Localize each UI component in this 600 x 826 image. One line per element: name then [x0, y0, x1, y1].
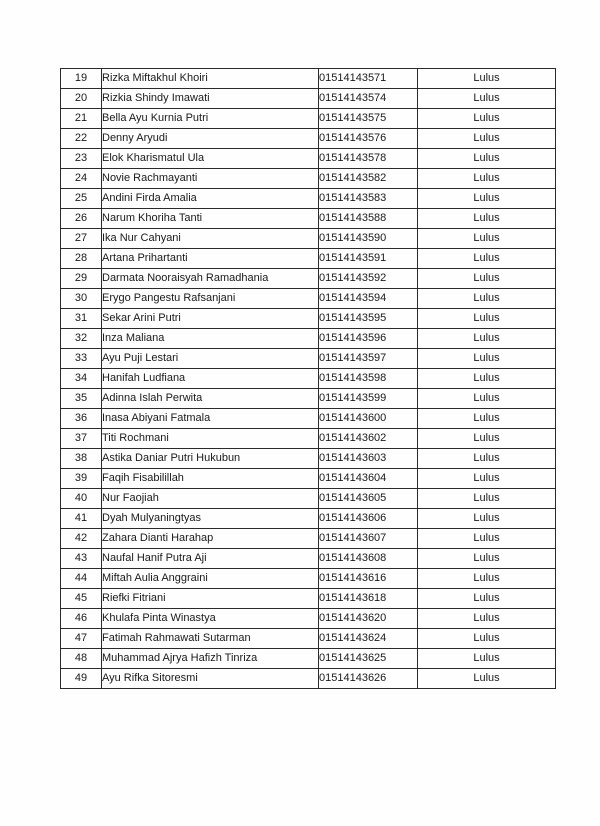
status-cell: Lulus — [418, 609, 556, 629]
student-id: 01514143583 — [319, 189, 418, 209]
student-name: Novie Rachmayanti — [102, 169, 319, 189]
status-cell: Lulus — [418, 109, 556, 129]
student-name: Dyah Mulyaningtyas — [102, 509, 319, 529]
student-id: 01514143582 — [319, 169, 418, 189]
status-cell: Lulus — [418, 409, 556, 429]
student-name: Inasa Abiyani Fatmala — [102, 409, 319, 429]
student-id: 01514143602 — [319, 429, 418, 449]
table-row — [61, 209, 556, 229]
student-id: 01514143600 — [319, 409, 418, 429]
row-number: 48 — [61, 649, 102, 669]
table-row — [61, 329, 556, 349]
status-cell: Lulus — [418, 229, 556, 249]
row-number: 40 — [61, 489, 102, 509]
row-number: 46 — [61, 609, 102, 629]
student-name: Ika Nur Cahyani — [102, 229, 319, 249]
status-cell: Lulus — [418, 569, 556, 589]
graduation-results-table — [60, 68, 556, 689]
student-id: 01514143596 — [319, 329, 418, 349]
status-cell: Lulus — [418, 669, 556, 689]
table-row — [61, 369, 556, 389]
student-id: 01514143595 — [319, 309, 418, 329]
status-cell: Lulus — [418, 249, 556, 269]
student-name: Erygo Pangestu Rafsanjani — [102, 289, 319, 309]
row-number: 35 — [61, 389, 102, 409]
table-row — [61, 349, 556, 369]
table-row — [61, 409, 556, 429]
student-id: 01514143618 — [319, 589, 418, 609]
student-id: 01514143574 — [319, 89, 418, 109]
row-number: 30 — [61, 289, 102, 309]
row-number: 26 — [61, 209, 102, 229]
table-row — [61, 569, 556, 589]
table-row — [61, 429, 556, 449]
student-id: 01514143605 — [319, 489, 418, 509]
student-id: 01514143598 — [319, 369, 418, 389]
row-number: 29 — [61, 269, 102, 289]
table-row — [61, 229, 556, 249]
student-name: Ayu Rifka Sitoresmi — [102, 669, 319, 689]
table-row — [61, 389, 556, 409]
row-number: 34 — [61, 369, 102, 389]
student-id: 01514143606 — [319, 509, 418, 529]
table-row — [61, 669, 556, 689]
row-number: 32 — [61, 329, 102, 349]
status-cell: Lulus — [418, 509, 556, 529]
row-number: 45 — [61, 589, 102, 609]
student-id: 01514143592 — [319, 269, 418, 289]
table-row — [61, 589, 556, 609]
status-cell: Lulus — [418, 349, 556, 369]
status-cell: Lulus — [418, 469, 556, 489]
student-id: 01514143590 — [319, 229, 418, 249]
table-row — [61, 249, 556, 269]
row-number: 31 — [61, 309, 102, 329]
status-cell: Lulus — [418, 589, 556, 609]
table-row — [61, 269, 556, 289]
status-cell: Lulus — [418, 549, 556, 569]
status-cell: Lulus — [418, 189, 556, 209]
row-number: 36 — [61, 409, 102, 429]
table-row — [61, 649, 556, 669]
status-cell: Lulus — [418, 149, 556, 169]
table-row — [61, 149, 556, 169]
row-number: 25 — [61, 189, 102, 209]
student-id: 01514143576 — [319, 129, 418, 149]
student-id: 01514143571 — [319, 69, 418, 89]
student-name: Hanifah Ludfiana — [102, 369, 319, 389]
status-cell: Lulus — [418, 269, 556, 289]
student-id: 01514143591 — [319, 249, 418, 269]
table-row — [61, 509, 556, 529]
student-name: Miftah Aulia Anggraini — [102, 569, 319, 589]
status-cell: Lulus — [418, 89, 556, 109]
table-row — [61, 169, 556, 189]
status-cell: Lulus — [418, 169, 556, 189]
student-id: 01514143599 — [319, 389, 418, 409]
student-name: Zahara Dianti Harahap — [102, 529, 319, 549]
table-row — [61, 289, 556, 309]
student-id: 01514143578 — [319, 149, 418, 169]
row-number: 43 — [61, 549, 102, 569]
table-row — [61, 609, 556, 629]
row-number: 49 — [61, 669, 102, 689]
row-number: 33 — [61, 349, 102, 369]
status-cell: Lulus — [418, 649, 556, 669]
table-row — [61, 69, 556, 89]
student-id: 01514143616 — [319, 569, 418, 589]
table-row — [61, 469, 556, 489]
status-cell: Lulus — [418, 69, 556, 89]
student-name: Adinna Islah Perwita — [102, 389, 319, 409]
student-name: Narum Khoriha Tanti — [102, 209, 319, 229]
table-row — [61, 449, 556, 469]
row-number: 37 — [61, 429, 102, 449]
student-id: 01514143626 — [319, 669, 418, 689]
row-number: 38 — [61, 449, 102, 469]
student-id: 01514143608 — [319, 549, 418, 569]
student-name: Denny Aryudi — [102, 129, 319, 149]
student-id: 01514143620 — [319, 609, 418, 629]
status-cell: Lulus — [418, 309, 556, 329]
row-number: 20 — [61, 89, 102, 109]
student-name: Nur Faojiah — [102, 489, 319, 509]
row-number: 21 — [61, 109, 102, 129]
student-name: Faqih Fisabilillah — [102, 469, 319, 489]
student-name: Titi Rochmani — [102, 429, 319, 449]
student-id: 01514143607 — [319, 529, 418, 549]
student-name: Ayu Puji Lestari — [102, 349, 319, 369]
student-name: Fatimah Rahmawati Sutarman — [102, 629, 319, 649]
table-row — [61, 309, 556, 329]
status-cell: Lulus — [418, 529, 556, 549]
student-name: Astika Daniar Putri Hukubun — [102, 449, 319, 469]
student-name: Naufal Hanif Putra Aji — [102, 549, 319, 569]
status-cell: Lulus — [418, 209, 556, 229]
student-name: Andini Firda Amalia — [102, 189, 319, 209]
row-number: 47 — [61, 629, 102, 649]
table-row — [61, 549, 556, 569]
status-cell: Lulus — [418, 629, 556, 649]
table-row — [61, 489, 556, 509]
status-cell: Lulus — [418, 129, 556, 149]
student-id: 01514143588 — [319, 209, 418, 229]
row-number: 42 — [61, 529, 102, 549]
status-cell: Lulus — [418, 489, 556, 509]
student-name: Inza Maliana — [102, 329, 319, 349]
table-row — [61, 529, 556, 549]
table-row — [61, 89, 556, 109]
student-name: Khulafa Pinta Winastya — [102, 609, 319, 629]
row-number: 22 — [61, 129, 102, 149]
row-number: 23 — [61, 149, 102, 169]
student-id: 01514143604 — [319, 469, 418, 489]
table-body — [61, 69, 556, 689]
status-cell: Lulus — [418, 389, 556, 409]
status-cell: Lulus — [418, 329, 556, 349]
row-number: 44 — [61, 569, 102, 589]
student-id: 01514143603 — [319, 449, 418, 469]
student-id: 01514143625 — [319, 649, 418, 669]
table-row — [61, 629, 556, 649]
table-row — [61, 189, 556, 209]
status-cell: Lulus — [418, 449, 556, 469]
table-row — [61, 129, 556, 149]
table-row — [61, 109, 556, 129]
row-number: 19 — [61, 69, 102, 89]
status-cell: Lulus — [418, 289, 556, 309]
student-name: Elok Kharismatul Ula — [102, 149, 319, 169]
row-number: 39 — [61, 469, 102, 489]
student-name: Rizkia Shindy Imawati — [102, 89, 319, 109]
student-name: Riefki Fitriani — [102, 589, 319, 609]
student-id: 01514143594 — [319, 289, 418, 309]
student-id: 01514143624 — [319, 629, 418, 649]
status-cell: Lulus — [418, 429, 556, 449]
row-number: 41 — [61, 509, 102, 529]
student-id: 01514143597 — [319, 349, 418, 369]
row-number: 28 — [61, 249, 102, 269]
student-name: Artana Prihartanti — [102, 249, 319, 269]
student-id: 01514143575 — [319, 109, 418, 129]
student-name: Sekar Arini Putri — [102, 309, 319, 329]
student-name: Bella Ayu Kurnia Putri — [102, 109, 319, 129]
row-number: 24 — [61, 169, 102, 189]
status-cell: Lulus — [418, 369, 556, 389]
student-name: Muhammad Ajrya Hafizh Tinriza — [102, 649, 319, 669]
student-name: Rizka Miftakhul Khoiri — [102, 69, 319, 89]
row-number: 27 — [61, 229, 102, 249]
student-name: Darmata Nooraisyah Ramadhania — [102, 269, 319, 289]
